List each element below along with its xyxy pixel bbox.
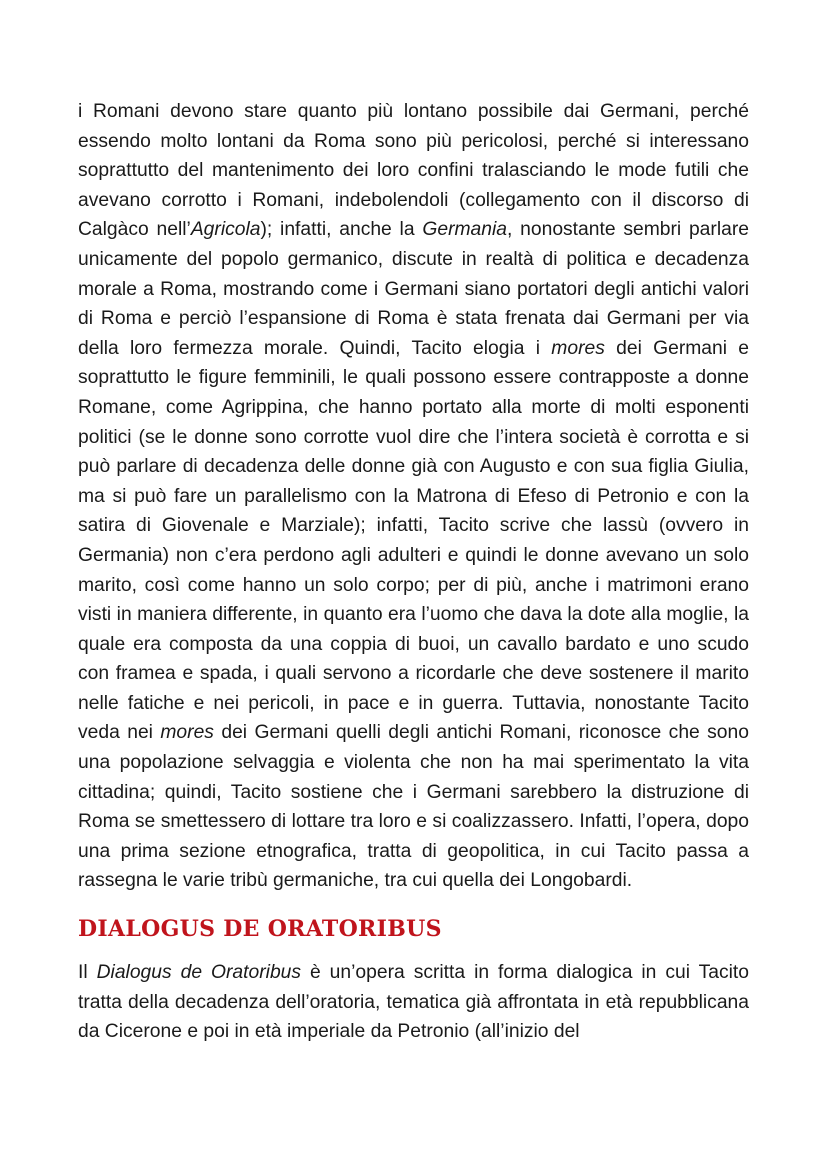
document-page <box>78 97 749 1047</box>
text-span: i Romani devono stare quanto più lontano possibile dai Germani, perché essendo molto lontani da Roma sono più pericolosi, perché si interessano soprattutto del mantenimento dei loro confini tralasciando le mode futili che avevano corrotto i Romani, indebolendoli (collegamento con il discorso di Calgàco nell’ <box>78 101 749 241</box>
italic-term-mores: mores <box>160 722 214 744</box>
text-span: ); infatti, anche la <box>260 219 423 241</box>
paragraph-dialogus <box>78 958 749 1047</box>
text-span: Il <box>78 962 97 984</box>
text-span: è un’opera scritta in forma dialogica in cui Tacito tratta della decadenza dell’oratoria, tematica già affrontata in età repubblicana da Cicerone e poi in età imperiale da Petronio (all’inizio del <box>78 962 749 1043</box>
text-span: dei Germani quelli degli antichi Romani, riconosce che sono una popolazione selvaggia e violenta che non ha mai sperimentato la vita cittadina; quindi, Tacito sostiene che i Germani sarebbero la distruzione di Roma se smettessero di lottare tra loro e si coalizzassero. Infatti, l’opera, dopo una prima sezione etnografica, tratta di geopolitica, in cui Tacito passa a rassegna le varie tribù germaniche, tra cui quella dei Longobardi. <box>78 722 749 892</box>
text-span: dei Germani e soprattutto le figure femminili, le quali possono essere contrapposte a donne Romane, come Agrippina, che hanno portato alla morte di molti esponenti politici (se le donne sono corrotte vuol dire che l’intera società è corrotta e si può parlare di decadenza delle donne già con Augusto e con sua figlia Giulia, ma si può fare un parallelismo con la Matrona di Efeso di Petronio e con la satira di Giovenale e Marziale); infatti, Tacito scrive che lassù (ovvero in Germania) non c’era perdono agli adulteri e quindi le donne avevano un solo marito, così come hanno un solo corpo; per di più, anche i matrimoni erano visti in maniera differente, in quanto era l’uomo che dava la dote alla moglie, la quale era composta da una coppia di buoi, un cavallo bardato e uno scudo con framea e spada, i quali servono a ricordarle che deve sostenere il marito nelle fatiche e nei pericoli, in pace e in guerra. Tuttavia, nonostante Tacito veda nei <box>78 337 749 744</box>
italic-title-agricola: Agricola <box>190 219 261 241</box>
section-heading: DIALOGUS DE ORATORIBUS <box>78 916 442 943</box>
italic-title-dialogus: Dialogus de Oratoribus <box>96 962 302 984</box>
paragraph-germania <box>78 97 749 896</box>
text-span: , nonostante sembri parlare unicamente del popolo germanico, discute in realtà di politica e decadenza morale a Roma, mostrando come i Germani siano portatori degli antichi valori di Roma e perciò l’espansione di Roma è stata frenata dai Germani per via della loro fermezza morale. Quindi, Tacito elogia i <box>78 219 749 359</box>
italic-title-germania: Germania <box>422 219 508 241</box>
italic-term-mores: mores <box>551 337 605 359</box>
